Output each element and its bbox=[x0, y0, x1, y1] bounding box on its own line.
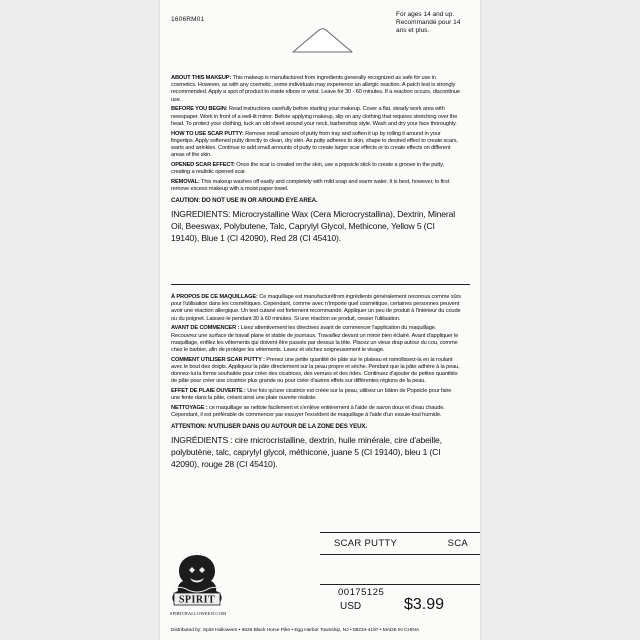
section-divider bbox=[171, 284, 470, 285]
price-label-top-rule bbox=[320, 532, 480, 533]
logo-url: SPIRITHALLOWEEN.COM bbox=[169, 611, 227, 616]
howto-paragraph-fr: COMMENT UTILISER SCAR PUTTY : Prenez une petite quantité de pâte sur le plateau et ramollissez-la en la roulant avec le bout des doigts. Appliquez la pâte directement sur la peau propre et sèche. Pendant que la pâte adhère à la peau, donnez-lui la forme souhaitée pour créer des cicatrices, des verrues et des rides. Continuez d'ajouter de petites quantités de pâte pour créer une cicatrice plus grande ou pour créer d'autres effets sur différentes régions de la peau. bbox=[171, 356, 460, 385]
spirit-halloween-logo bbox=[168, 552, 226, 612]
product-name: SCAR PUTTY bbox=[334, 538, 398, 549]
logo-brand-text: SPIRIT bbox=[178, 594, 216, 606]
currency-label: USD bbox=[340, 601, 362, 612]
price-label bbox=[320, 532, 480, 626]
price-label-rule-2 bbox=[320, 584, 480, 585]
opened-scar-paragraph: OPENED SCAR EFFECT: Once the scar is created on the skin, use a popsicle stick to create a groove in the putty, creating a realistic opened scar. bbox=[171, 162, 444, 176]
about-paragraph-fr: À PROPOS DE CE MAQUILLAGE: Ce maquillage est manufacturéfrom ingrédients généralement reconnus comme sûrs pour l'utilisation dans les cosmétiques. Cependant, comme avec n'importe quel cosmétique, certaines personnes peuvent avoir une réaction allergique. Un test cutané est fortement recommandé. Appliquer un peu de produit à l'intérieur du coude ou du poignet. Laissez-le pendant 30 à 60 minutes. Si une réaction se produit, cesser l'utilisation. bbox=[171, 294, 461, 322]
howto-paragraph: HOW TO USE SCAR PUTTY: Remove small amount of putty from tray and soften it up by rolling it around in your fingertips. Apply softened putty directly to clean, dry skin. As putty adheres to skin, shape to desired effect to create scars, warts and wrinkles. Continue to add small amounts of putty to create larger scar effects or to create effects on different areas of the skin. bbox=[171, 130, 458, 159]
age-recommendation-fr: Recommandé pour 14 ans et plus. bbox=[396, 19, 461, 34]
age-recommendation bbox=[396, 11, 470, 35]
product-category: SCA bbox=[447, 538, 468, 549]
ingredients-text: INGREDIENTS: Microcrystalline Wax (Cera Microcrystallina), Dextrin, Mineral Oil, Beeswax, Polybutene, Talc, Caprylyl Glycol, Methicone, Yellow 5 (CI 19140), Blue 1 (CI 42090), Red 28 (CI 45410). bbox=[171, 208, 456, 243]
package-back-card bbox=[160, 0, 480, 640]
english-instructions bbox=[171, 75, 461, 246]
hang-tab-hole bbox=[275, 26, 370, 56]
item-number: 00175125 bbox=[338, 587, 385, 598]
caution-text-fr: ATTENTION: N'UTILISER DANS OU AUTOUR DE LA ZONE DES YEUX. bbox=[171, 423, 367, 431]
distributor-footer: Distributed by: Spirit Halloween • 6826 Black Horse Pike • Egg Harbor Township, NJ • 08234-4197 • MADE IN CHINA bbox=[171, 628, 420, 633]
before-paragraph: BEFORE YOU BEGIN: Read instructions carefully before starting your makeup. Cover a flat, steady work area with newspaper. Work in front of a well-lit mirror. Before applying makeup, slip on any clothing that requires stretching over the head. To protect your clothing, tuck an old sheet around your neck, barbershop style. Wash and dry your face thoroughly. bbox=[171, 106, 458, 127]
before-paragraph-fr: AVANT DE COMMENCER : Lisez attentivement les directives avant de commencer l'application du maquillage. Recouvrez une surface de travail plane et stable de journaux. Travaillez devant un miroir bien éclairé. Avant d'appliquer le maquillage, enfilez les vêtements qui doivent être passés par dessus la tête. Placez un vieux drap autour du cou, comme chez le barbier, afin de protéger les vêtements. Lavez et séchez soigneusement le visage. bbox=[171, 325, 459, 354]
french-instructions bbox=[171, 294, 461, 473]
about-paragraph: ABOUT THIS MAKEUP: This makeup is manufactured from ingredients generally recognized as safe for use in cosmetics. However, as with any cosmetic, some individuals may experience an allergic reaction. A patch test is strongly recommended. Apply a spot of product to inside elbow or wrist. Leave for 30 - 60 minutes. If a reaction occurs, discontinue use. bbox=[171, 75, 460, 103]
product-code: 1606RM01 bbox=[171, 16, 205, 23]
price-value: $3.99 bbox=[404, 596, 445, 613]
price-label-rule bbox=[320, 554, 480, 555]
removal-paragraph: REMOVAL: This makeup washes off easily and completely with mild soap and warm water. It is best, however, to first remove excess makeup with a moist paper towel. bbox=[171, 179, 450, 193]
age-recommendation-en: For ages 14 and up. bbox=[396, 11, 455, 18]
cleaning-paragraph-fr: NETTOYAGE : ce maquillage se nettoie facilement et s'enlève entièrement à l'aide de savon doux et d'eau chaude. Cependant, il est préférable de commencer par essuyer l'excédent de maquillage à l'aide d'un essuie-tout humide. bbox=[171, 405, 445, 419]
ingredients-text-fr: INGRÉDIENTS : cire microcristalline, dextrin, huile minérale, cire d'abeille, polybutène, talc, caprylyl glycol, méthicone, juane 5 (CI 19140), bleu 1 (CI 42090), rouge 28 (CI 45410). bbox=[171, 435, 442, 470]
opened-scar-paragraph-fr: EFFET DE PLAIE OUVERTE : Une fois qu'une cicatrice est créée sur la peau, utilisez un bâton de Popsicle pour faire une fente dans la pâte, créant ainsi une plaie ouverte réaliste. bbox=[171, 388, 452, 402]
caution-text: CAUTION: DO NOT USE IN OR AROUND EYE AREA. bbox=[171, 197, 318, 205]
